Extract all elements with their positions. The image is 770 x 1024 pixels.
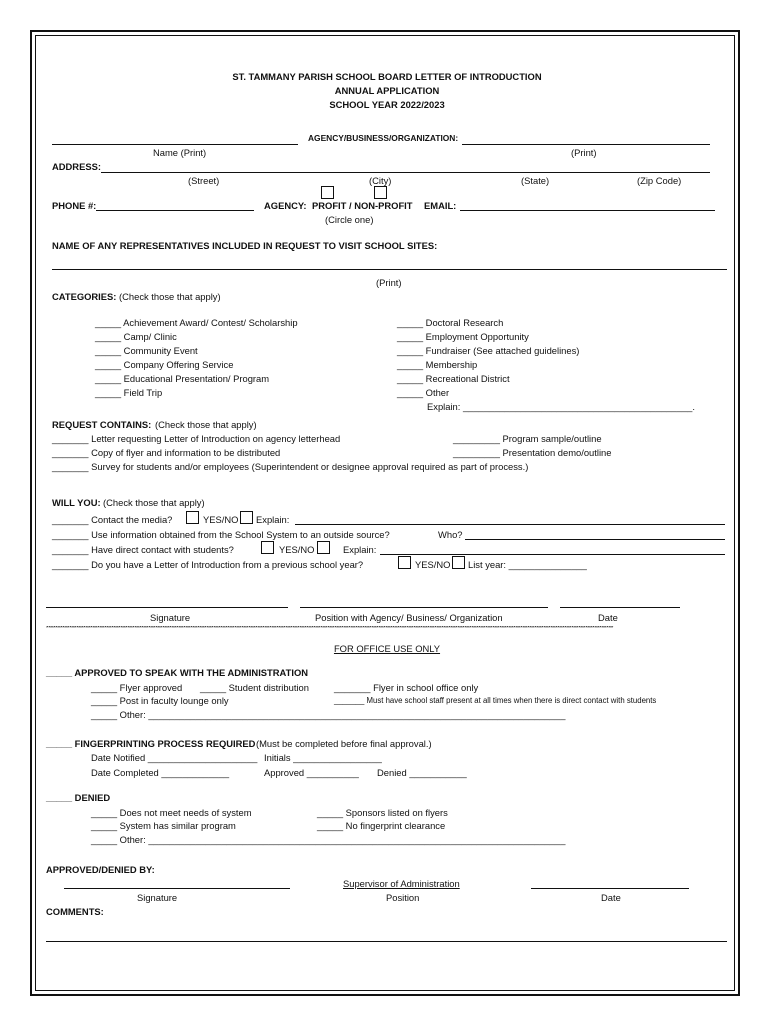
will-you-label: WILL YOU: bbox=[52, 497, 101, 508]
use-information-item[interactable]: _______ Use information obtained from the School System to an outside source? bbox=[52, 529, 390, 540]
comments-label: COMMENTS: bbox=[46, 906, 104, 917]
who-line[interactable] bbox=[465, 539, 725, 540]
state-caption: (State) bbox=[521, 175, 550, 186]
street-caption: (Street) bbox=[188, 175, 220, 186]
supervisor-signature-caption: Signature bbox=[137, 892, 178, 903]
who-label: Who? bbox=[438, 529, 463, 540]
address-input-line[interactable] bbox=[101, 172, 710, 173]
categories-hint: (Check those that apply) bbox=[119, 291, 221, 302]
media-yes-checkbox[interactable] bbox=[186, 511, 199, 524]
agency-input-line[interactable] bbox=[462, 144, 710, 145]
direct-yes-checkbox[interactable] bbox=[261, 541, 274, 554]
previous-letter-item[interactable]: _______ Do you have a Letter of Introduction from a previous school year? bbox=[52, 559, 364, 570]
not-meet-needs-item[interactable]: _____ Does not meet needs of system bbox=[91, 807, 252, 818]
category-achievement[interactable]: _____ Achievement Award/ Contest/ Scholarship bbox=[95, 317, 298, 328]
category-community[interactable]: _____ Community Event bbox=[95, 345, 198, 356]
approved-denied-by-label: APPROVED/DENIED BY: bbox=[46, 864, 155, 875]
supervisor-date-caption: Date bbox=[601, 892, 621, 903]
approved-field[interactable]: Approved __________ bbox=[264, 767, 359, 778]
circle-one-caption: (Circle one) bbox=[325, 214, 374, 225]
category-company[interactable]: _____ Company Offering Service bbox=[95, 359, 234, 370]
previous-yes-checkbox[interactable] bbox=[398, 556, 411, 569]
media-no-checkbox[interactable] bbox=[240, 511, 253, 524]
direct-yes-no: YES/NO bbox=[279, 544, 315, 555]
denied-item[interactable]: _____ DENIED bbox=[46, 792, 111, 803]
category-camp[interactable]: _____ Camp/ Clinic bbox=[95, 331, 177, 342]
supervisor-position-value: Supervisor of Administration bbox=[343, 878, 460, 889]
comments-line[interactable] bbox=[46, 941, 727, 942]
similar-program-item[interactable]: _____ System has similar program bbox=[91, 820, 236, 831]
media-explain-label: Explain: bbox=[256, 514, 290, 525]
previous-no-checkbox[interactable] bbox=[452, 556, 465, 569]
faculty-lounge-item[interactable]: _____ Post in faculty lounge only bbox=[91, 695, 229, 706]
request-contains-label: REQUEST CONTAINS: bbox=[52, 419, 152, 430]
form-title-line2: ANNUAL APPLICATION bbox=[334, 85, 440, 96]
profit-checkbox[interactable] bbox=[321, 186, 334, 199]
office-other-item-1[interactable]: _____ Other: ________________________________________________________________________________ bbox=[91, 709, 566, 720]
representatives-input-line[interactable] bbox=[52, 269, 727, 270]
direct-explain-label: Explain: bbox=[343, 544, 377, 555]
direct-explain-line[interactable] bbox=[380, 554, 725, 555]
will-you-hint: (Check those that apply) bbox=[103, 497, 205, 508]
sponsors-listed-item[interactable]: _____ Sponsors listed on flyers bbox=[317, 807, 448, 818]
approved-speak-item[interactable]: _____ APPROVED TO SPEAK WITH THE ADMINISTRATION bbox=[46, 667, 309, 678]
student-distribution-item[interactable]: _____ Student distribution bbox=[200, 682, 309, 693]
request-program-sample[interactable]: _________ Program sample/outline bbox=[453, 433, 602, 444]
fingerprinting-note: (Must be completed before final approval.) bbox=[256, 738, 432, 749]
address-label: ADDRESS: bbox=[52, 161, 101, 172]
fingerprinting-item[interactable]: _____ FINGERPRINTING PROCESS REQUIRED bbox=[46, 738, 256, 749]
name-input-line[interactable] bbox=[52, 144, 298, 145]
staff-present-item[interactable]: _______ Must have school staff present at all times when there is direct contact with students bbox=[334, 696, 657, 705]
category-educational[interactable]: _____ Educational Presentation/ Program bbox=[95, 373, 270, 384]
request-presentation-demo[interactable]: _________ Presentation demo/outline bbox=[453, 447, 612, 458]
representatives-label: NAME OF ANY REPRESENTATIVES INCLUDED IN REQUEST TO VISIT SCHOOL SITES: bbox=[52, 240, 438, 251]
applicant-date-caption: Date bbox=[598, 612, 618, 623]
applicant-signature-caption: Signature bbox=[150, 612, 191, 623]
categories-label: CATEGORIES: bbox=[52, 291, 117, 302]
flyer-approved-item[interactable]: _____ Flyer approved bbox=[91, 682, 183, 693]
contact-media-item[interactable]: _______ Contact the media? bbox=[52, 514, 173, 525]
email-label: EMAIL: bbox=[424, 200, 457, 211]
request-letter-item[interactable]: _______ Letter requesting Letter of Introduction on agency letterhead bbox=[52, 433, 341, 444]
category-explain-field[interactable]: Explain: ____________________________________________. bbox=[427, 401, 695, 412]
phone-input-line[interactable] bbox=[96, 210, 254, 211]
supervisor-position-caption: Position bbox=[386, 892, 420, 903]
non-profit-checkbox[interactable] bbox=[374, 186, 387, 199]
direct-no-checkbox[interactable] bbox=[317, 541, 330, 554]
denied-field[interactable]: Denied ___________ bbox=[377, 767, 467, 778]
no-fingerprint-item[interactable]: _____ No fingerprint clearance bbox=[317, 820, 446, 831]
previous-yes-no: YES/NO bbox=[415, 559, 451, 570]
list-year-field[interactable]: List year: _______________ bbox=[468, 559, 587, 570]
zip-caption: (Zip Code) bbox=[637, 175, 682, 186]
media-explain-line[interactable] bbox=[295, 524, 725, 525]
category-fundraiser[interactable]: _____ Fundraiser (See attached guidelines) bbox=[397, 345, 580, 356]
direct-contact-item[interactable]: _______ Have direct contact with students? bbox=[52, 544, 234, 555]
city-caption: (City) bbox=[369, 175, 392, 186]
representatives-print-caption: (Print) bbox=[376, 277, 402, 288]
office-other-item-2[interactable]: _____ Other: ________________________________________________________________________________ bbox=[91, 834, 566, 845]
form-title-line3: SCHOOL YEAR 2022/2023 bbox=[329, 99, 445, 110]
applicant-date-line[interactable] bbox=[560, 607, 680, 608]
category-doctoral[interactable]: _____ Doctoral Research bbox=[397, 317, 504, 328]
email-input-line[interactable] bbox=[460, 210, 715, 211]
form-title-line1: ST. TAMMANY PARISH SCHOOL BOARD LETTER OF INTRODUCTION bbox=[232, 71, 542, 82]
request-contains-hint: (Check those that apply) bbox=[155, 419, 257, 430]
agency-print-caption: (Print) bbox=[571, 147, 597, 158]
phone-label: PHONE #: bbox=[52, 200, 97, 211]
date-notified-field[interactable]: Date Notified _____________________ bbox=[91, 752, 258, 763]
date-completed-field[interactable]: Date Completed _____________ bbox=[91, 767, 230, 778]
category-membership[interactable]: _____ Membership bbox=[397, 359, 478, 370]
agency-business-label: AGENCY/BUSINESS/ORGANIZATION: bbox=[308, 133, 459, 143]
initials-field[interactable]: Initials _________________ bbox=[264, 752, 382, 763]
category-field-trip[interactable]: _____ Field Trip bbox=[95, 387, 163, 398]
supervisor-date-line[interactable] bbox=[531, 888, 689, 889]
category-employment[interactable]: _____ Employment Opportunity bbox=[397, 331, 529, 342]
request-survey-item[interactable]: _______ Survey for students and/or employees (Superintendent or designee approval required as part of process.) bbox=[52, 461, 529, 472]
office-use-title: FOR OFFICE USE ONLY bbox=[333, 643, 441, 654]
request-flyer-item[interactable]: _______ Copy of flyer and information to be distributed bbox=[52, 447, 281, 458]
asterisk-divider: **************************************************************************************************************************************************************************************************************************************************** bbox=[46, 626, 614, 632]
category-other[interactable]: _____ Other bbox=[397, 387, 450, 398]
applicant-position-line[interactable] bbox=[300, 607, 548, 608]
media-yes-no: YES/NO bbox=[203, 514, 239, 525]
name-print-caption: Name (Print) bbox=[153, 147, 207, 158]
agency-type-label: AGENCY: bbox=[264, 200, 307, 211]
flyer-office-item[interactable]: _______ Flyer in school office only bbox=[334, 682, 479, 693]
profit-nonprofit-options: PROFIT / NON-PROFIT bbox=[312, 200, 413, 211]
applicant-position-caption: Position with Agency/ Business/ Organization bbox=[315, 612, 503, 623]
applicant-signature-line[interactable] bbox=[46, 607, 288, 608]
supervisor-signature-line[interactable] bbox=[64, 888, 290, 889]
category-recreational[interactable]: _____ Recreational District bbox=[397, 373, 510, 384]
